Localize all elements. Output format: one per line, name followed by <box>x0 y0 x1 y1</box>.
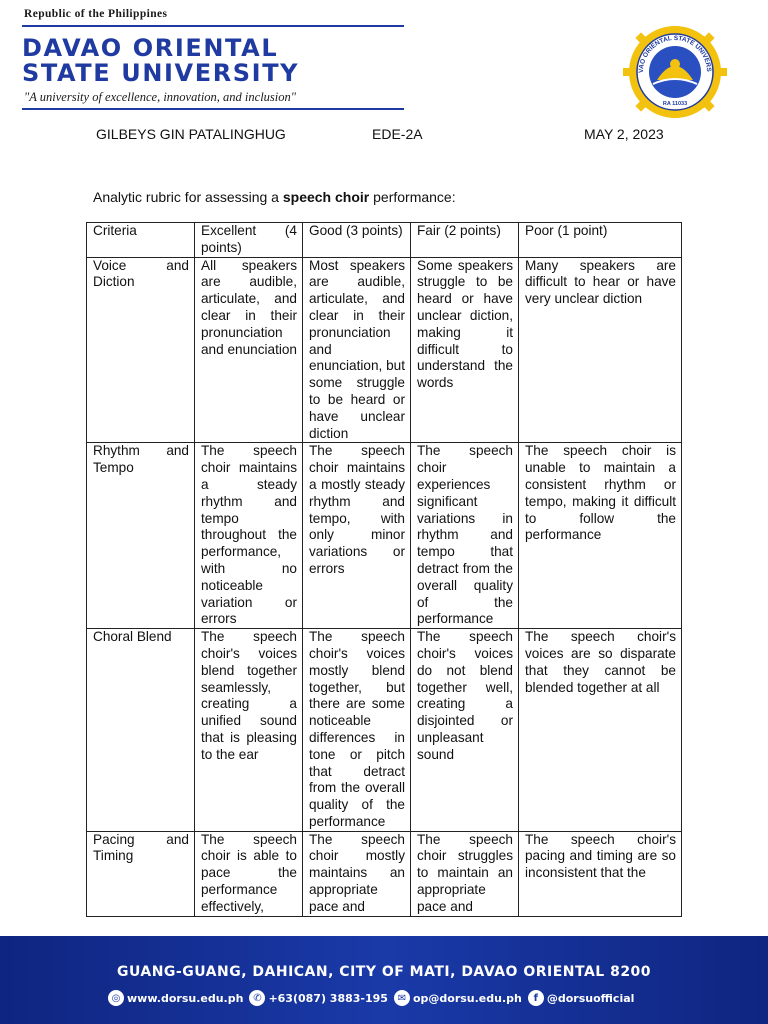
rubric-title-bold: speech choir <box>282 189 370 205</box>
facebook-contact[interactable] <box>528 990 635 1006</box>
rubric-title-prefix: Analytic rubric for assessing a <box>93 189 283 205</box>
document-date: MAY 2, 2023 <box>584 126 664 142</box>
seal-bottom-text: RA 11033 <box>662 101 688 107</box>
republic-label: Republic of the Philippines <box>24 8 168 20</box>
table-cell: The speech choir experiences significant variations in rhythm and tempo that detract from the overall quality of the performance <box>411 443 519 629</box>
table-cell: The speech choir's pacing and timing are so inconsistent that the <box>519 831 682 916</box>
university-motto: "A university of excellence, innovation, and inclusion" <box>24 90 297 104</box>
table-row <box>87 629 682 832</box>
header-top-rule <box>22 25 404 27</box>
email-text: op@dorsu.edu.ph <box>412 991 522 1005</box>
table-cell: The speech choir's voices blend together seamlessly, creating a unified sound that is pleasing to the ear <box>195 629 303 832</box>
website-contact[interactable] <box>108 990 243 1006</box>
table-cell: The speech choir mostly maintains an appropriate pace and <box>303 831 411 916</box>
table-row <box>87 257 682 443</box>
rubric-title <box>93 189 456 205</box>
rubric-title-suffix: performance: <box>369 189 456 205</box>
footer-banner <box>0 936 768 1024</box>
table-cell: The speech choir's voices are so disparate that they cannot be blended together at all <box>519 629 682 832</box>
student-name: GILBEYS GIN PATALINGHUG <box>96 126 286 142</box>
globe-icon: ◎ <box>108 990 124 1006</box>
table-cell: The speech choir is unable to maintain a consistent rhythm or tempo, making it difficult to follow the performance <box>519 443 682 629</box>
phone-text: +63(087) 3883-195 <box>268 991 388 1005</box>
email-contact[interactable] <box>394 990 522 1006</box>
footer-address: GUANG-GUANG, DAHICAN, CITY OF MATI, DAVAO ORIENTAL 8200 <box>116 964 652 980</box>
table-cell: The speech choir's voices do not blend together well, creating a disjointed or unpleasant sound <box>411 629 519 832</box>
criteria-cell: Choral Blend <box>87 629 195 832</box>
table-row <box>87 443 682 629</box>
table-cell: The speech choir maintains a steady rhythm and tempo throughout the performance, with no noticeable variation or errors <box>195 443 303 629</box>
footer-contacts <box>108 990 640 1006</box>
facebook-icon: f <box>528 990 544 1006</box>
email-icon: ✉ <box>394 990 410 1006</box>
university-name-line2: STATE UNIVERSITY <box>22 59 300 87</box>
table-cell: Many speakers are difficult to hear or have very unclear diction <box>519 257 682 443</box>
social-text: @dorsuofficial <box>546 991 635 1005</box>
header-cell: Good (3 points) <box>303 223 411 258</box>
table-cell: The speech choir maintains a mostly steady rhythm and tempo, with only minor variations or errors <box>303 443 411 629</box>
university-seal-icon <box>608 26 742 118</box>
header-cell: Excellent (4 points) <box>195 223 303 258</box>
rubric-header-row <box>87 223 682 258</box>
table-row <box>87 831 682 916</box>
table-cell: The speech choir struggles to maintain an appropriate pace and <box>411 831 519 916</box>
table-cell: Most speakers are audible, articulate, and clear in their pronunciation and enunciation, but some struggle to be heard or have unclear diction <box>303 257 411 443</box>
header-bottom-rule <box>22 108 404 110</box>
phone-icon: ✆ <box>249 990 265 1006</box>
header-cell: Poor (1 point) <box>519 223 682 258</box>
header-cell: Criteria <box>87 223 195 258</box>
table-cell: Some speakers struggle to be heard or have unclear diction, making it difficult to understand the words <box>411 257 519 443</box>
seal-top-text: VAO ORIENTAL STATE UNIVERS <box>637 34 713 74</box>
table-cell: The speech choir is able to pace the performance effectively, <box>195 831 303 916</box>
criteria-cell: Pacing and Timing <box>87 831 195 916</box>
criteria-cell: Rhythm and Tempo <box>87 443 195 629</box>
section-code: EDE-2A <box>372 126 423 142</box>
website-text: www.dorsu.edu.ph <box>127 991 244 1005</box>
header-cell: Fair (2 points) <box>411 223 519 258</box>
table-cell: All speakers are audible, articulate, and clear in their pronunciation and enunciation <box>195 257 303 443</box>
table-cell: The speech choir's voices mostly blend together, but there are some noticeable differences in tone or pitch that detract from the overall quality of the performance <box>303 629 411 832</box>
criteria-cell: Voice and Diction <box>87 257 195 443</box>
university-name-line1: DAVAO ORIENTAL <box>22 34 279 62</box>
rubric-table <box>86 222 682 917</box>
phone-contact[interactable] <box>249 990 388 1006</box>
university-name <box>22 36 422 86</box>
